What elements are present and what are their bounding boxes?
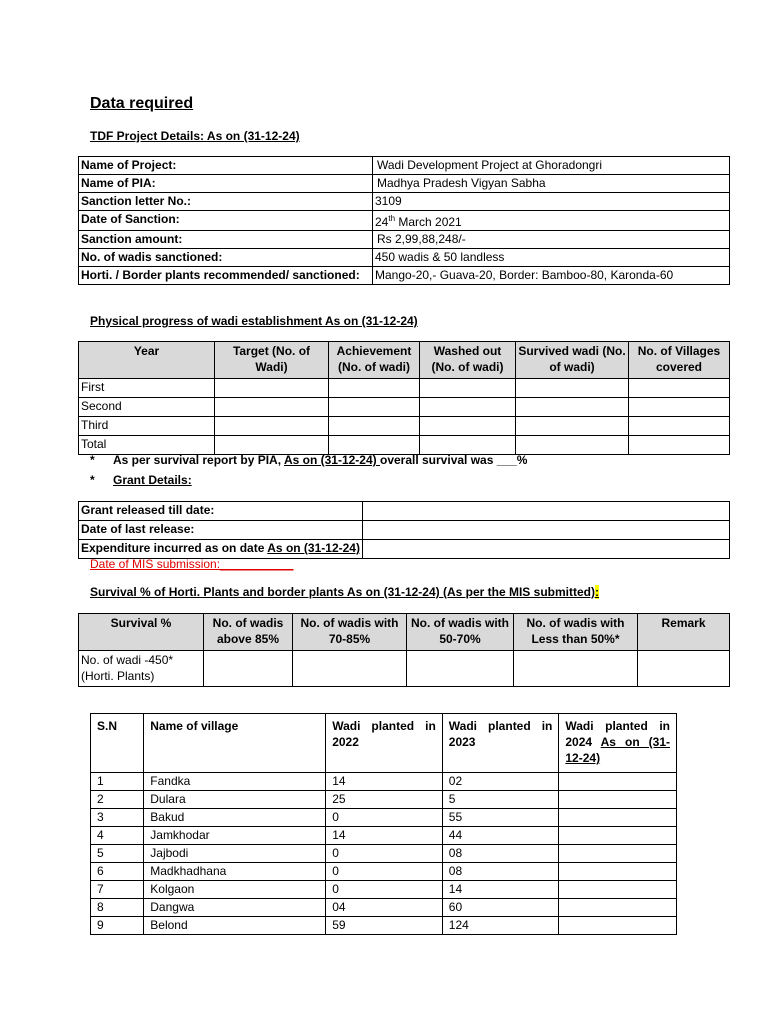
wadi-2023: 44	[442, 827, 559, 845]
table-row	[79, 651, 730, 687]
row-label: Sanction amount:	[79, 231, 373, 249]
wadi-2022: 14	[326, 773, 443, 791]
column-header: No. of wadis with 50-70%	[407, 614, 514, 651]
table-row	[79, 267, 730, 285]
row-label: Date of Sanction:	[79, 211, 373, 231]
table-row	[79, 417, 730, 436]
sanction-day-suffix: th	[388, 214, 396, 223]
table-row	[91, 899, 677, 917]
table-row	[79, 379, 730, 398]
village-name: Dangwa	[144, 899, 326, 917]
wadi-2022: 25	[326, 791, 443, 809]
table-row	[79, 398, 730, 417]
village-name: Madkhadhana	[144, 863, 326, 881]
village-name: Dulara	[144, 791, 326, 809]
table-row	[79, 521, 730, 540]
village-name: Kolgaon	[144, 881, 326, 899]
table-row	[91, 809, 677, 827]
row-label: Grant released till date:	[79, 502, 363, 521]
village-sn: 5	[91, 845, 144, 863]
table-row	[91, 791, 677, 809]
row-value: Mango-20,- Guava-20, Border: Bamboo-80, Karonda-60	[373, 267, 730, 285]
row-label: Date of last release:	[79, 521, 363, 540]
column-header: S.N	[91, 714, 144, 773]
row-value: Rs 2,99,88,248/-	[373, 231, 730, 249]
table-row	[91, 773, 677, 791]
village-sn: 7	[91, 881, 144, 899]
table-header-row	[79, 614, 730, 651]
table-row	[79, 231, 730, 249]
wadi-2023: 14	[442, 881, 559, 899]
village-name: Jamkhodar	[144, 827, 326, 845]
table-row	[79, 436, 730, 455]
wadi-2023: 5	[442, 791, 559, 809]
column-header: Target (No. of Wadi)	[215, 342, 329, 379]
wadi-2022: 59	[326, 917, 443, 935]
column-header: Survived wadi (No. of wadi)	[516, 342, 629, 379]
wadi-2024	[559, 863, 677, 881]
column-header: Remark	[638, 614, 730, 651]
column-header: Survival %	[79, 614, 204, 651]
table-header-row	[79, 342, 730, 379]
table-row	[91, 881, 677, 899]
year-cell: Third	[79, 417, 215, 436]
column-header: Wadi planted in 2024 As on (31-12-24)	[559, 714, 677, 773]
village-sn: 2	[91, 791, 144, 809]
row-value: Wadi Development Project at Ghoradongri	[373, 157, 730, 175]
table-row	[79, 211, 730, 231]
column-header: Achievement (No. of wadi)	[329, 342, 420, 379]
wadi-2023: 08	[442, 863, 559, 881]
grant-details-table	[78, 501, 730, 559]
column-header: Wadi planted in 2023	[442, 714, 559, 773]
village-sn: 3	[91, 809, 144, 827]
village-sn: 4	[91, 827, 144, 845]
row-value	[373, 211, 730, 231]
wadi-2022: 0	[326, 809, 443, 827]
grant-details-heading: * Grant Details:	[90, 473, 192, 487]
column-header: No. of wadis above 85%	[204, 614, 293, 651]
village-name: Fandka	[144, 773, 326, 791]
wadi-2022: 04	[326, 899, 443, 917]
column-header: No. of Villages covered	[629, 342, 730, 379]
physical-progress-table	[78, 341, 730, 455]
wadi-2024	[559, 773, 677, 791]
table-row	[79, 540, 730, 559]
year-cell: Total	[79, 436, 215, 455]
survival-heading: Survival % of Horti. Plants and border plants As on (31-12-24) (As per the MIS submitted):	[90, 585, 599, 599]
row-value: 450 wadis & 50 landless	[373, 249, 730, 267]
column-header: No. of wadis with 70-85%	[293, 614, 407, 651]
table-row	[79, 157, 730, 175]
table-row	[79, 193, 730, 211]
village-sn: 6	[91, 863, 144, 881]
mis-submission-date: Date of MIS submission:___________	[90, 557, 294, 571]
wadi-2024	[559, 899, 677, 917]
column-header: Year	[79, 342, 215, 379]
wadi-2023: 60	[442, 899, 559, 917]
row-label: No. of wadi -450* (Horti. Plants)	[79, 651, 204, 687]
survival-note: * As per survival report by PIA, As on (31-12-24) overall survival was ___%	[90, 453, 528, 467]
village-name: Jajbodi	[144, 845, 326, 863]
wadi-2022: 0	[326, 881, 443, 899]
column-header: No. of wadis with Less than 50%*	[514, 614, 638, 651]
year-cell: Second	[79, 398, 215, 417]
project-details-heading: TDF Project Details: As on (31-12-24)	[90, 129, 300, 143]
table-header-row	[91, 714, 677, 773]
wadi-2023: 08	[442, 845, 559, 863]
wadi-2024	[559, 881, 677, 899]
table-row	[91, 863, 677, 881]
row-label: Horti. / Border plants recommended/ sanctioned:	[79, 267, 373, 285]
village-sn: 8	[91, 899, 144, 917]
wadi-2024	[559, 791, 677, 809]
village-name: Bakud	[144, 809, 326, 827]
village-name: Belond	[144, 917, 326, 935]
physical-progress-heading: Physical progress of wadi establishment As on (31-12-24)	[90, 314, 418, 328]
table-row	[91, 827, 677, 845]
row-label: No. of wadis sanctioned:	[79, 249, 373, 267]
sanction-month-year: March 2021	[395, 215, 462, 229]
wadi-2024	[559, 845, 677, 863]
wadi-2023: 124	[442, 917, 559, 935]
wadi-2022: 0	[326, 845, 443, 863]
row-value: 3109	[373, 193, 730, 211]
row-label: Expenditure incurred as on date As on (31-12-24)	[79, 540, 363, 559]
wadi-2023: 55	[442, 809, 559, 827]
column-header: Wadi planted in 2022	[326, 714, 443, 773]
project-details-table	[78, 156, 730, 285]
table-row	[79, 175, 730, 193]
row-label: Sanction letter No.:	[79, 193, 373, 211]
wadi-2022: 14	[326, 827, 443, 845]
village-sn: 9	[91, 917, 144, 935]
row-value: Madhya Pradesh Vigyan Sabha	[373, 175, 730, 193]
table-row	[91, 845, 677, 863]
wadi-2022: 0	[326, 863, 443, 881]
year-cell: First	[79, 379, 215, 398]
column-header: Name of village	[144, 714, 326, 773]
village-table	[90, 713, 677, 935]
column-header: Washed out (No. of wadi)	[420, 342, 516, 379]
village-sn: 1	[91, 773, 144, 791]
table-row	[79, 249, 730, 267]
row-label: Name of Project:	[79, 157, 373, 175]
wadi-2023: 02	[442, 773, 559, 791]
wadi-2024	[559, 917, 677, 935]
sanction-day: 24	[375, 215, 389, 229]
row-label: Name of PIA:	[79, 175, 373, 193]
wadi-2024	[559, 809, 677, 827]
survival-table	[78, 613, 730, 687]
table-row	[91, 917, 677, 935]
page-title: Data required	[90, 95, 194, 112]
table-row	[79, 502, 730, 521]
wadi-2024	[559, 827, 677, 845]
